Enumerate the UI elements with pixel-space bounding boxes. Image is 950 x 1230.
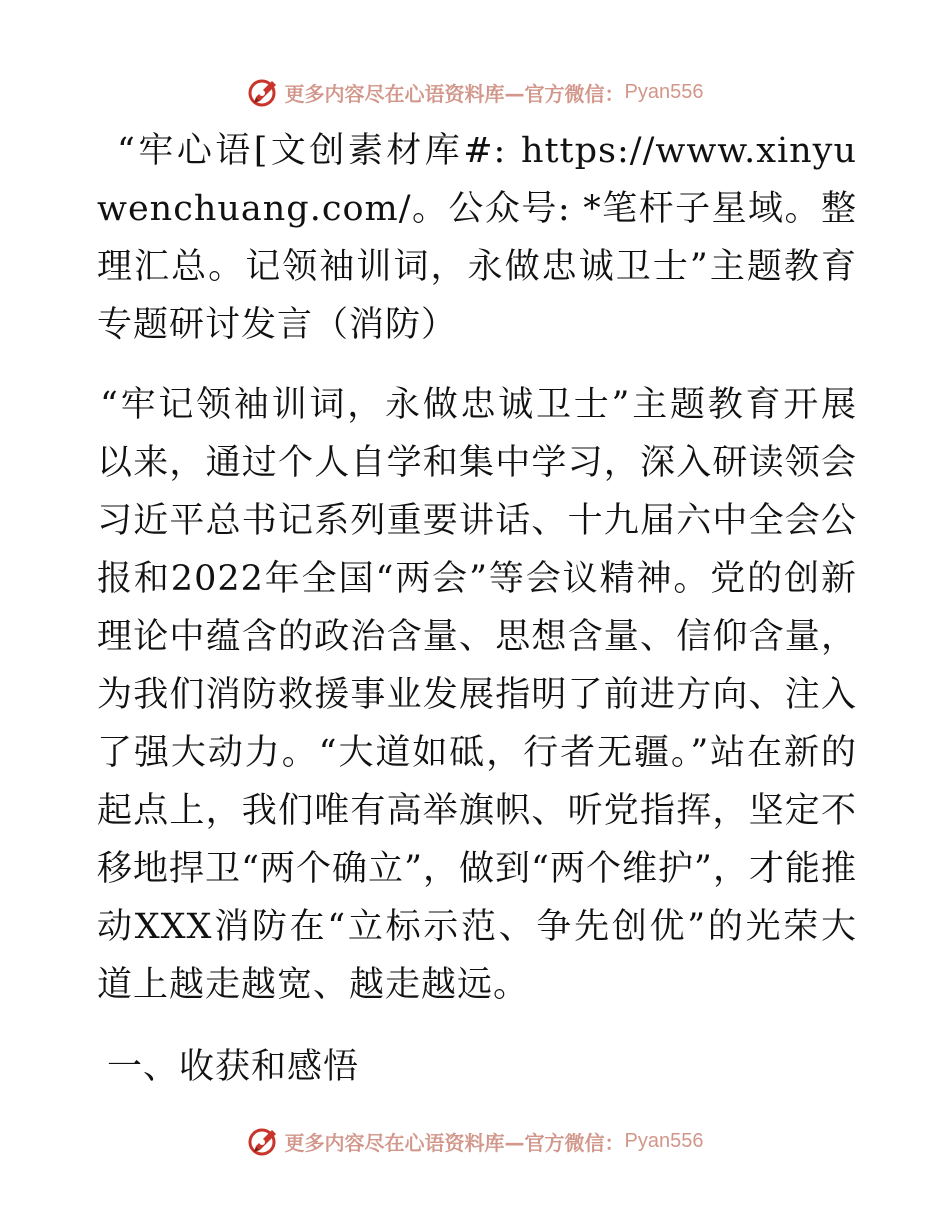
pen-logo-icon	[247, 75, 281, 109]
section-heading: 一、收获和感悟	[107, 1047, 360, 1087]
watermark-text: 更多内容尽在心语资料库—官方微信：	[284, 81, 625, 106]
pen-logo-icon	[247, 1124, 281, 1158]
footer-watermark	[0, 1121, 950, 1161]
watermark-account: Pyan556	[624, 1129, 704, 1152]
title-paragraph: “牢心语[文创素材库#: https://www.xinyuwenchuang.com/。公众号: *笔杆子星域。整理汇总。记领袖训词，永做忠诚卫士”主题教育专题研讨发言（消防）	[97, 131, 857, 345]
header-watermark	[0, 72, 950, 112]
watermark-account: Pyan556	[624, 80, 704, 103]
watermark-text: 更多内容尽在心语资料库—官方微信：	[284, 1130, 625, 1155]
body-paragraph: “牢记领袖训词，永做忠诚卫士”主题教育开展以来，通过个人自学和集中学习，深入研读领会习近平总书记系列重要讲话、十九届六中全会公报和2022年全国“两会”等会议精神。党的创新理论中蕴含的政治含量、思想含量、信仰含量，为我们消防救援事业发展指明了前进方向、注入了强大动力。“大道如砥，行者无疆。”站在新的起点上，我们唯有高举旗帜、听党指挥，坚定不移地捍卫“两个确立”，做到“两个维护”，才能推动XXX消防在“立标示范、争先创优”的光荣大道上越走越宽、越走越远。	[97, 385, 857, 1005]
document-body	[97, 122, 857, 1096]
